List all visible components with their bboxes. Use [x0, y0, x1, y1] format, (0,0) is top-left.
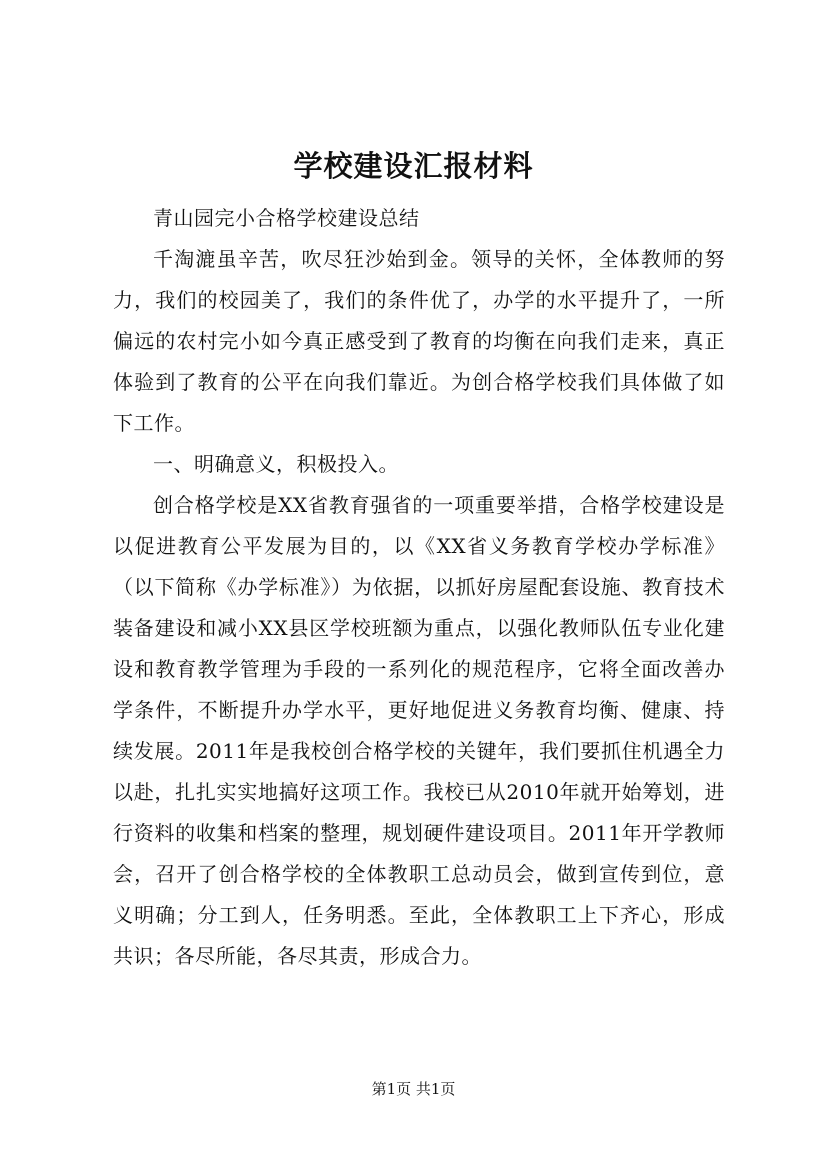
subtitle-paragraph: 青山园完小合格学校建设总结 [153, 206, 420, 230]
intro-paragraph: 千淘漉虽辛苦，吹尽狂沙始到金。领导的关怀，全体教师的努力，我们的校园美了，我们的条件优了，办学的水平提升了，一所偏远的农村完小如今真正感受到了教育的均衡在向我们走来，真正体验到了教育的公平在向我们靠近。为创合格学校我们具体做了如下工作。 [113, 247, 725, 435]
section-heading: 一、明确意义，积极投入。 [153, 452, 399, 476]
page-footer: 第1页 共1页 [371, 1080, 456, 1098]
document-title: 学校建设汇报材料 [293, 149, 534, 183]
document-body [113, 198, 725, 977]
body-paragraph: 创合格学校是XX省教育强省的一项重要举措，合格学校建设是以促进教育公平发展为目的，以《XX省义务教育学校办学标准》（以下简称《办学标准》）为依据，以抓好房屋配套设施、教育技术装备建设和减小XX县区学校班额为重点，以强化教师队伍专业化建设和教育教学管理为手段的一系列化的规范程序，它将全面改善办学条件，不断提升办学水平，更好地促进义务教育均衡、健康、持续发展。2011年是我校创合格学校的关键年，我们要抓住机遇全力以赴，扎扎实实地搞好这项工作。我校已从2010年就开始筹划，进行资料的收集和档案的整理，规划硬件建设项目。2011年开学教师会，召开了创合格学校的全体教职工总动员会，做到宣传到位，意义明确；分工到人，任务明悉。至此，全体教职工上下齐心，形成共识；各尽所能，各尽其责，形成合力。 [113, 493, 725, 968]
